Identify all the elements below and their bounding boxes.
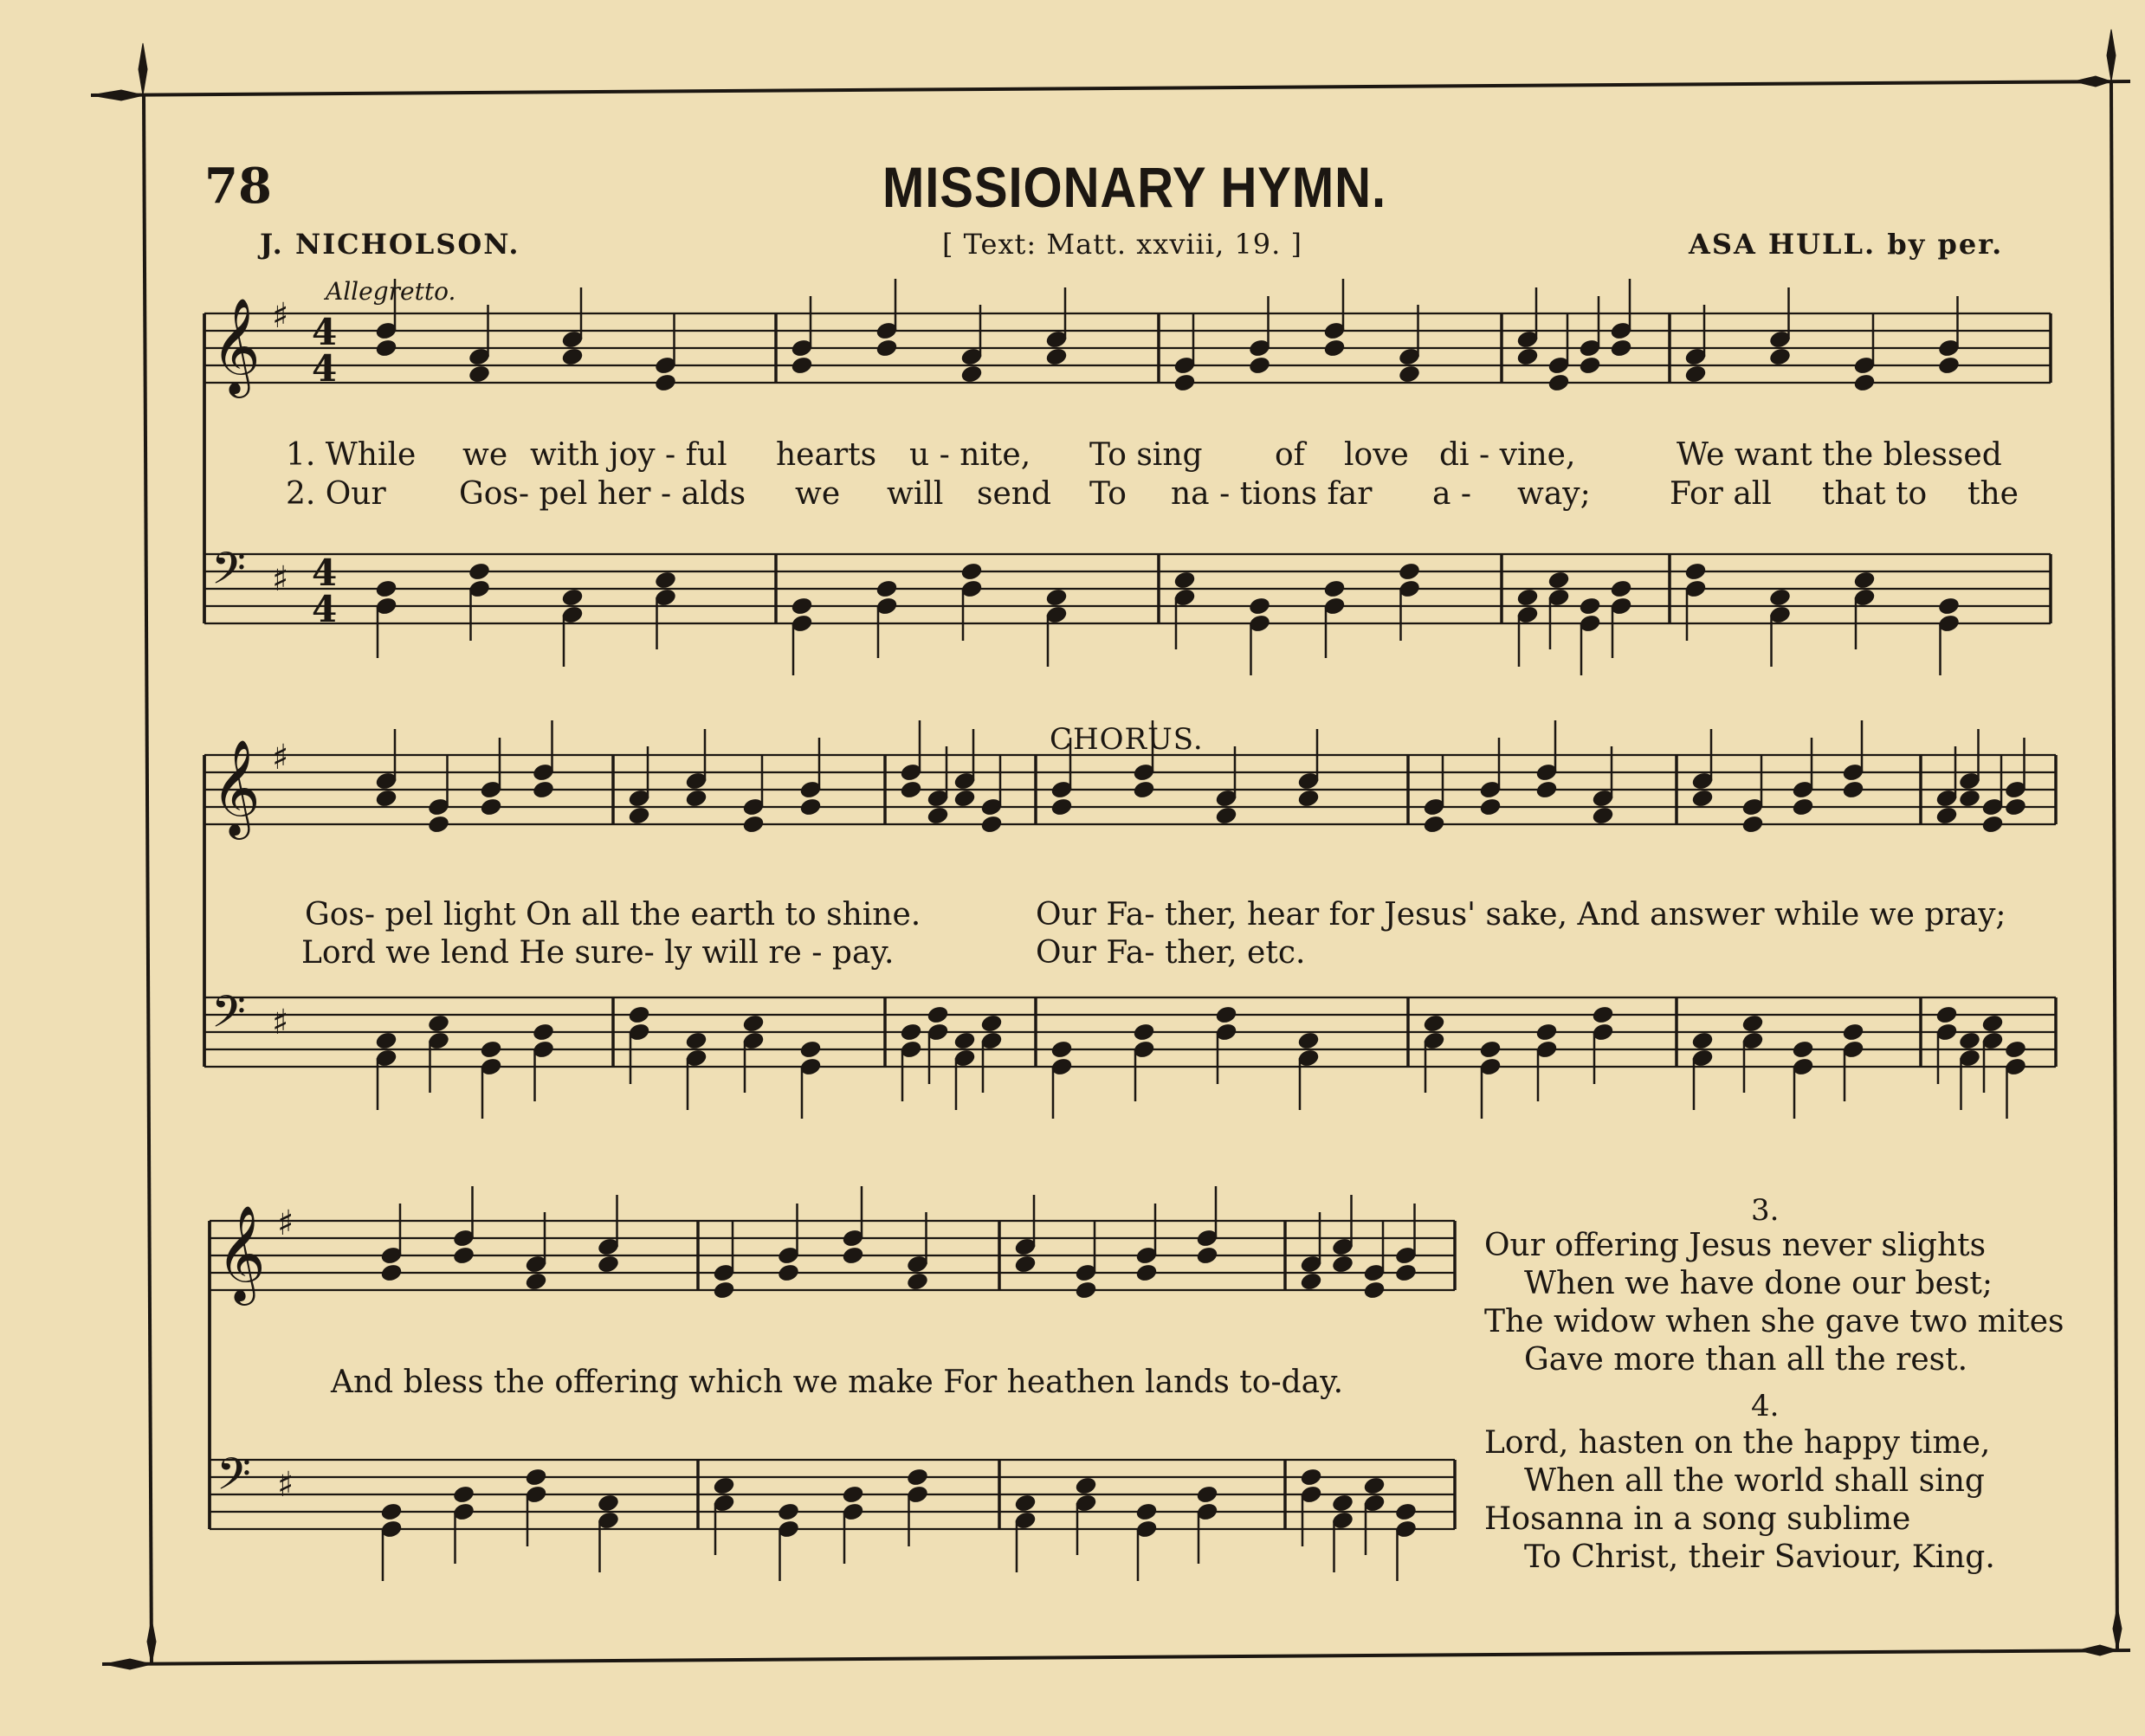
lyric-s1-v2-3: we	[795, 476, 841, 512]
composer-credit: ASA HULL. by per.	[1689, 228, 2004, 261]
notehead	[561, 347, 584, 367]
sharp-key-signature: ♯	[272, 559, 289, 599]
page-border	[91, 29, 2130, 1669]
notehead	[927, 806, 949, 826]
sharp-key-signature: ♯	[277, 1465, 294, 1505]
bass-clef: 𝄢	[211, 542, 246, 605]
lyric-s1-v2-7: na - tions far	[1171, 476, 1373, 512]
notehead	[1691, 1031, 1714, 1051]
stanza-number-3: 3.	[1751, 1193, 1780, 1228]
notehead	[900, 1023, 922, 1042]
notehead	[791, 597, 813, 616]
stanza-4-line-1: Lord, hasten on the happy time,	[1484, 1425, 1991, 1461]
notehead	[1394, 1263, 1417, 1283]
notehead	[1547, 373, 1570, 393]
sharp-key-signature: ♯	[277, 1204, 294, 1243]
notehead	[1479, 1040, 1502, 1060]
notehead	[1853, 571, 1876, 590]
notehead	[980, 1014, 1003, 1034]
notehead	[875, 339, 898, 358]
lyric-s1-v2-11: that to	[1822, 476, 1928, 512]
lyric-s1-v1-1: 1. While	[286, 437, 417, 473]
notehead	[960, 365, 983, 384]
notehead	[1075, 1281, 1097, 1300]
stanza-3-line-1: Our offering Jesus never slights	[1484, 1228, 1987, 1263]
lyric-s1-v2-4: will	[887, 476, 944, 512]
notehead	[1684, 365, 1707, 384]
notehead	[1741, 1014, 1764, 1034]
notehead	[685, 1031, 707, 1051]
notehead	[1323, 579, 1346, 599]
notehead	[452, 1246, 475, 1266]
notehead	[1937, 356, 1960, 376]
bass-clef: 𝄢	[211, 985, 246, 1049]
lyricist-credit: J. NICHOLSON.	[260, 228, 520, 261]
time-signature-top: 4	[312, 552, 338, 594]
notehead	[742, 815, 765, 835]
notehead	[1297, 789, 1320, 809]
notehead	[597, 1255, 619, 1275]
scripture-reference: [ Text: Matt. xxviii, 19. ]	[942, 228, 1302, 261]
page-number: 78	[204, 158, 272, 215]
time-signature-bottom: 4	[312, 347, 338, 390]
notehead	[1300, 1468, 1322, 1488]
notehead	[777, 1502, 799, 1522]
lyric-s1-v1-6: To sing	[1089, 437, 1203, 473]
notehead	[777, 1263, 799, 1283]
notehead	[468, 365, 490, 384]
lyric-s2-v2: Lord we lend He sure- ly will re - pay.	[301, 935, 895, 971]
notehead	[1937, 597, 1960, 616]
lyric-s1-v2-10: For all	[1670, 476, 1772, 512]
notehead	[1579, 597, 1601, 616]
sharp-key-signature: ♯	[272, 296, 289, 336]
treble-clef: 𝄞	[216, 1204, 266, 1301]
notehead	[1014, 1255, 1037, 1275]
notehead	[713, 1476, 735, 1496]
sharp-key-signature: ♯	[272, 1003, 289, 1042]
notehead	[1398, 562, 1420, 582]
notehead	[525, 1272, 547, 1292]
notehead	[1610, 579, 1632, 599]
notehead	[1173, 373, 1196, 393]
notehead	[1981, 815, 2004, 835]
lyric-s1-v2-9: way;	[1517, 476, 1591, 512]
stanza-number-4: 4.	[1751, 1389, 1780, 1423]
notehead	[480, 1040, 502, 1060]
lyric-s2-chorus-1: Our Fa- ther, hear for Jesus' sake, And answer while we pray;	[1036, 897, 2006, 933]
notehead	[1684, 562, 1707, 582]
notehead	[1133, 1023, 1155, 1042]
chorus-label: CHORUS.	[1050, 722, 1204, 757]
notehead	[1135, 1263, 1158, 1283]
notehead	[1741, 815, 1764, 835]
notehead	[1196, 1246, 1218, 1266]
notehead	[1363, 1281, 1386, 1300]
notehead	[1610, 339, 1632, 358]
notehead	[1215, 806, 1237, 826]
notehead	[380, 1502, 403, 1522]
notehead	[1842, 780, 1864, 800]
lyric-s2-chorus-2: Our Fa- ther, etc.	[1036, 935, 1306, 971]
tempo-marking: Allegretto.	[326, 277, 456, 306]
notehead	[1248, 356, 1270, 376]
stanza-3-line-2: When we have done our best;	[1524, 1266, 1993, 1301]
notehead	[900, 780, 922, 800]
notehead	[1547, 571, 1570, 590]
stanza-4-line-4: To Christ, their Saviour, King.	[1524, 1539, 1995, 1575]
notehead	[1579, 356, 1601, 376]
lyric-s1-v1-2: we	[462, 437, 508, 473]
lyric-s1-v2-5: send	[977, 476, 1052, 512]
lyric-s1-v1-3: with joy - ful	[530, 437, 727, 473]
stanza-3-line-4: Gave more than all the rest.	[1524, 1342, 1968, 1378]
notehead	[1398, 365, 1420, 384]
notehead	[1592, 806, 1614, 826]
lyric-s1-v1-10: We want the blessed	[1677, 437, 2002, 473]
notehead	[1050, 797, 1073, 817]
notehead	[1768, 588, 1791, 608]
notehead	[1853, 373, 1876, 393]
notehead	[1423, 815, 1445, 835]
notehead	[799, 797, 822, 817]
notehead	[1981, 1014, 2004, 1034]
notehead	[1423, 1014, 1445, 1034]
notehead	[1958, 1031, 1980, 1051]
stanza-4-line-3: Hosanna in a song sublime	[1484, 1501, 1911, 1537]
notehead	[1935, 1005, 1958, 1025]
notehead	[927, 1005, 949, 1025]
notehead	[742, 1014, 765, 1034]
notehead	[1535, 780, 1558, 800]
notehead	[1323, 339, 1346, 358]
lyric-s1-v1-9: di - vine,	[1439, 437, 1576, 473]
notehead	[842, 1485, 864, 1505]
notehead	[1248, 597, 1270, 616]
notehead	[1792, 797, 1814, 817]
lyric-s1-v2-2: Gos- pel her - alds	[459, 476, 746, 512]
sharp-key-signature: ♯	[272, 738, 289, 778]
notehead	[375, 579, 397, 599]
notehead	[960, 562, 983, 582]
notehead	[953, 789, 976, 809]
notehead	[875, 579, 898, 599]
notehead	[1045, 347, 1068, 367]
notehead	[1935, 806, 1958, 826]
notehead	[1215, 1005, 1237, 1025]
notehead	[1135, 1502, 1158, 1522]
hymn-title: MISSIONARY HYMN.	[882, 155, 1387, 219]
lyric-s1-v2-1: 2. Our	[286, 476, 386, 512]
bass-clef: 𝄢	[216, 1448, 251, 1511]
notehead	[1300, 1272, 1322, 1292]
notehead	[654, 571, 676, 590]
lyric-s1-v2-6: To	[1089, 476, 1127, 512]
notehead	[1045, 588, 1068, 608]
notehead	[1958, 789, 1980, 809]
lyric-s1-v1-4: hearts	[776, 437, 877, 473]
notehead	[1196, 1485, 1218, 1505]
lyric-s1-v1-5: u - nite,	[909, 437, 1031, 473]
notehead	[2004, 797, 2026, 817]
notehead	[1173, 571, 1196, 590]
notehead	[1363, 1476, 1386, 1496]
lyric-s3: And bless the offering which we make For heathen lands to-day.	[331, 1365, 1344, 1400]
lyric-s1-v2-8: a -	[1432, 476, 1472, 512]
notehead	[597, 1494, 619, 1513]
notehead	[906, 1468, 928, 1488]
notehead	[561, 588, 584, 608]
notehead	[628, 806, 650, 826]
notehead	[1516, 588, 1539, 608]
notehead	[525, 1468, 547, 1488]
notehead	[953, 1031, 976, 1051]
notehead	[906, 1272, 928, 1292]
notehead	[1792, 1040, 1814, 1060]
lyric-s1-v2-12: the	[1967, 476, 2019, 512]
notehead	[375, 339, 397, 358]
notehead	[791, 356, 813, 376]
notehead	[654, 373, 676, 393]
notehead	[842, 1246, 864, 1266]
lyric-s1-v1-7: of	[1275, 437, 1305, 473]
notehead	[1331, 1255, 1354, 1275]
treble-clef: 𝄞	[211, 297, 261, 394]
notehead	[427, 1014, 449, 1034]
time-signature-top: 4	[312, 311, 338, 353]
notehead	[1516, 347, 1539, 367]
stanza-3-line-3: The widow when she gave two mites	[1484, 1304, 2064, 1339]
lyric-s2-v1: Gos- pel light On all the earth to shine.	[305, 897, 921, 933]
notehead	[468, 562, 490, 582]
notehead	[1050, 1040, 1073, 1060]
notehead	[380, 1263, 403, 1283]
notehead	[1133, 780, 1155, 800]
notehead	[628, 1005, 650, 1025]
time-signature-bottom: 4	[312, 588, 338, 630]
notehead	[1394, 1502, 1417, 1522]
notehead	[375, 1031, 397, 1051]
lyric-s1-v1-8: love	[1344, 437, 1409, 473]
notehead	[1479, 797, 1502, 817]
notehead	[1331, 1494, 1354, 1513]
notehead	[980, 815, 1003, 835]
notehead	[2004, 1040, 2026, 1060]
notehead	[713, 1281, 735, 1300]
treble-clef: 𝄞	[211, 739, 261, 836]
notehead	[1592, 1005, 1614, 1025]
notehead	[1297, 1031, 1320, 1051]
notehead	[532, 780, 554, 800]
notehead	[452, 1485, 475, 1505]
notehead	[1691, 789, 1714, 809]
notehead	[532, 1023, 554, 1042]
notehead	[1075, 1476, 1097, 1496]
notehead	[427, 815, 449, 835]
notehead	[799, 1040, 822, 1060]
notehead	[1535, 1023, 1558, 1042]
notehead	[480, 797, 502, 817]
notehead	[1768, 347, 1791, 367]
notehead	[375, 789, 397, 809]
notehead	[1842, 1023, 1864, 1042]
notehead	[1014, 1494, 1037, 1513]
notehead	[685, 789, 707, 809]
stanza-4-line-2: When all the world shall sing	[1524, 1463, 1985, 1499]
